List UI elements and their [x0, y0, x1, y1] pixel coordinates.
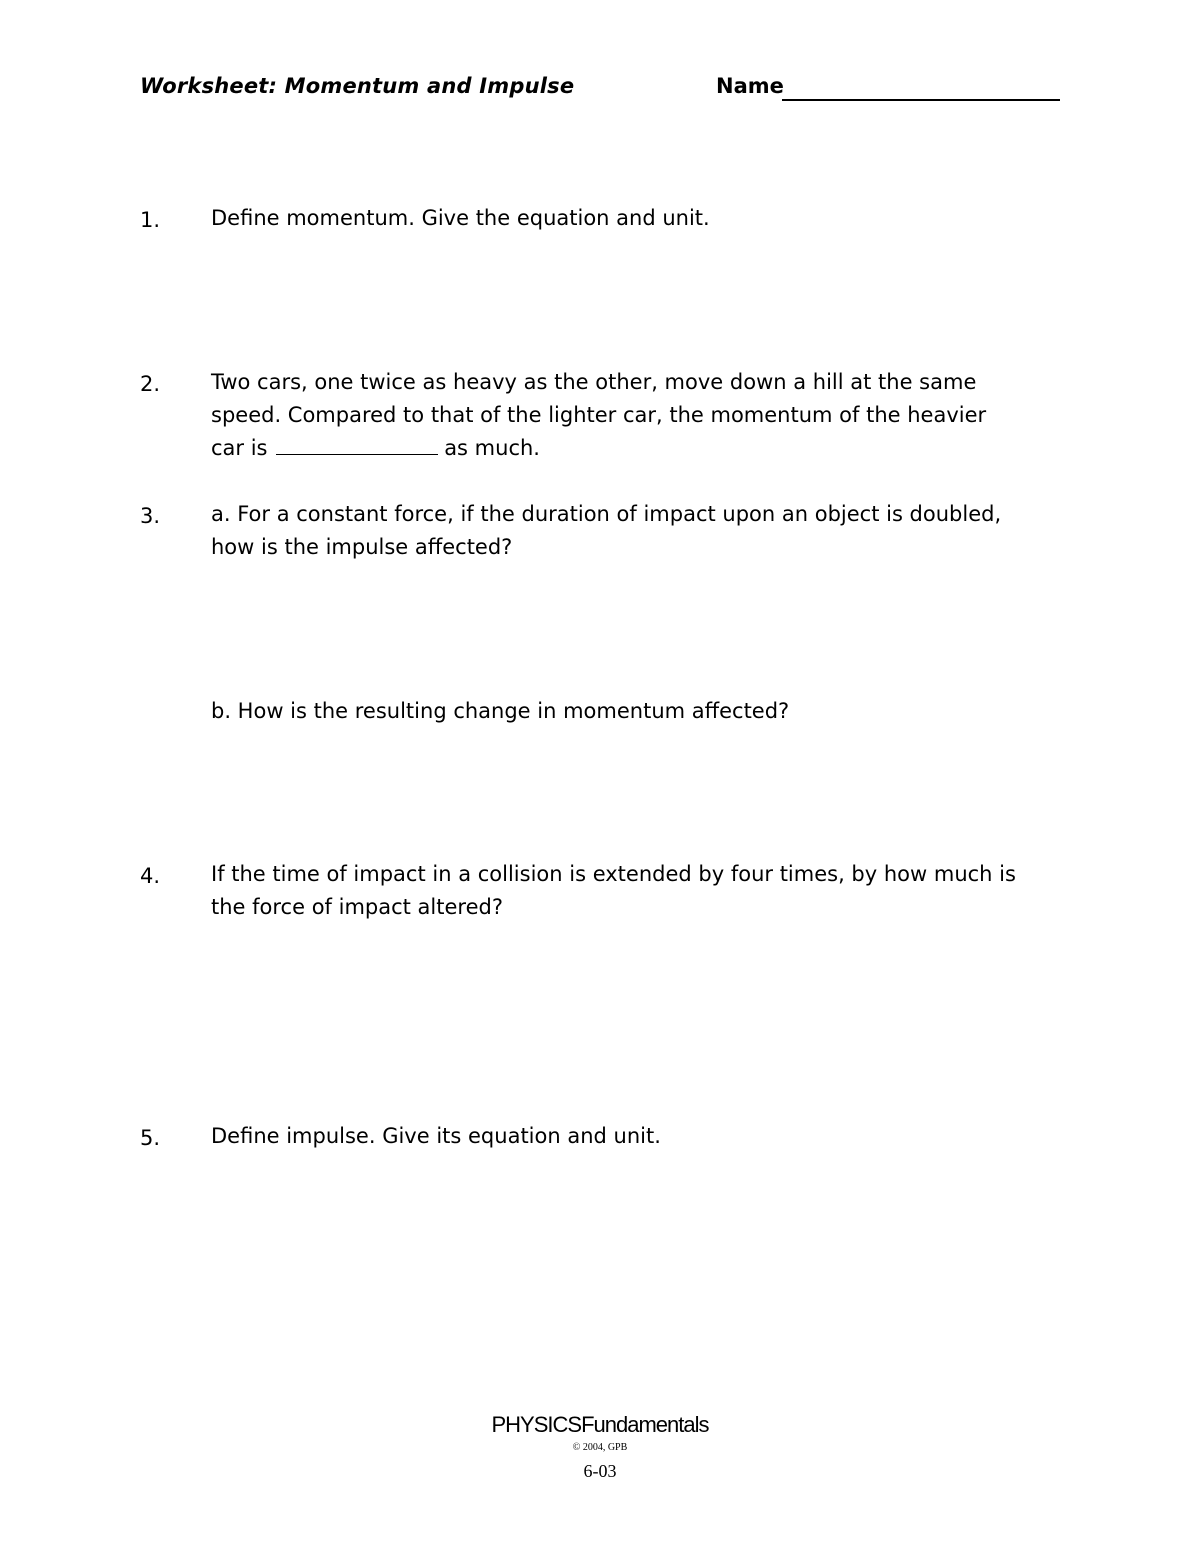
question-2-number: 2. [140, 372, 161, 396]
footer-brand: PHYSICSFundamentals [491, 1412, 709, 1437]
question-4-number: 4. [140, 864, 161, 888]
question-3-number: 3. [140, 504, 161, 528]
question-2-line-2: speed. Compared to that of the lighter car, the momentum of the heavier [211, 403, 987, 427]
question-4-text [211, 858, 1091, 924]
question-1-line-1: Define momentum. Give the equation and unit. [211, 206, 710, 230]
question-2-line-3 [211, 432, 1091, 465]
question-3a-text [211, 498, 1091, 564]
question-3b-text [211, 695, 1091, 728]
question-2-text [211, 366, 1091, 465]
question-3a-line-2: how is the impulse affected? [211, 535, 513, 559]
question-2-line-1: Two cars, one twice as heavy as the other, move down a hill at the same [211, 370, 977, 394]
worksheet-title: Worksheet: Momentum and Impulse [140, 74, 575, 98]
question-1-number: 1. [140, 208, 161, 232]
name-blank-line[interactable] [782, 99, 1060, 101]
question-3b-line-1: b. How is the resulting change in momentum affected? [211, 699, 790, 723]
question-4-line-2: the force of impact altered? [211, 895, 503, 919]
question-4-line-1: If the time of impact in a collision is extended by four times, by how much is [211, 862, 1016, 886]
name-label: Name [716, 74, 784, 98]
question-2-line-3-after: as much. [444, 436, 540, 460]
question-5-text [211, 1120, 1091, 1153]
question-3a-line-1: a. For a constant force, if the duration of impact upon an object is doubled, [211, 502, 1002, 526]
footer-copyright: © 2004, GPB [572, 1442, 628, 1453]
question-5-number: 5. [140, 1126, 161, 1150]
answer-blank[interactable] [276, 436, 438, 455]
question-1-text [211, 202, 1091, 235]
question-5-line-1: Define impulse. Give its equation and unit. [211, 1124, 661, 1148]
question-2-line-3-before: car is [211, 436, 268, 460]
footer-page-number: 6-03 [583, 1461, 617, 1481]
